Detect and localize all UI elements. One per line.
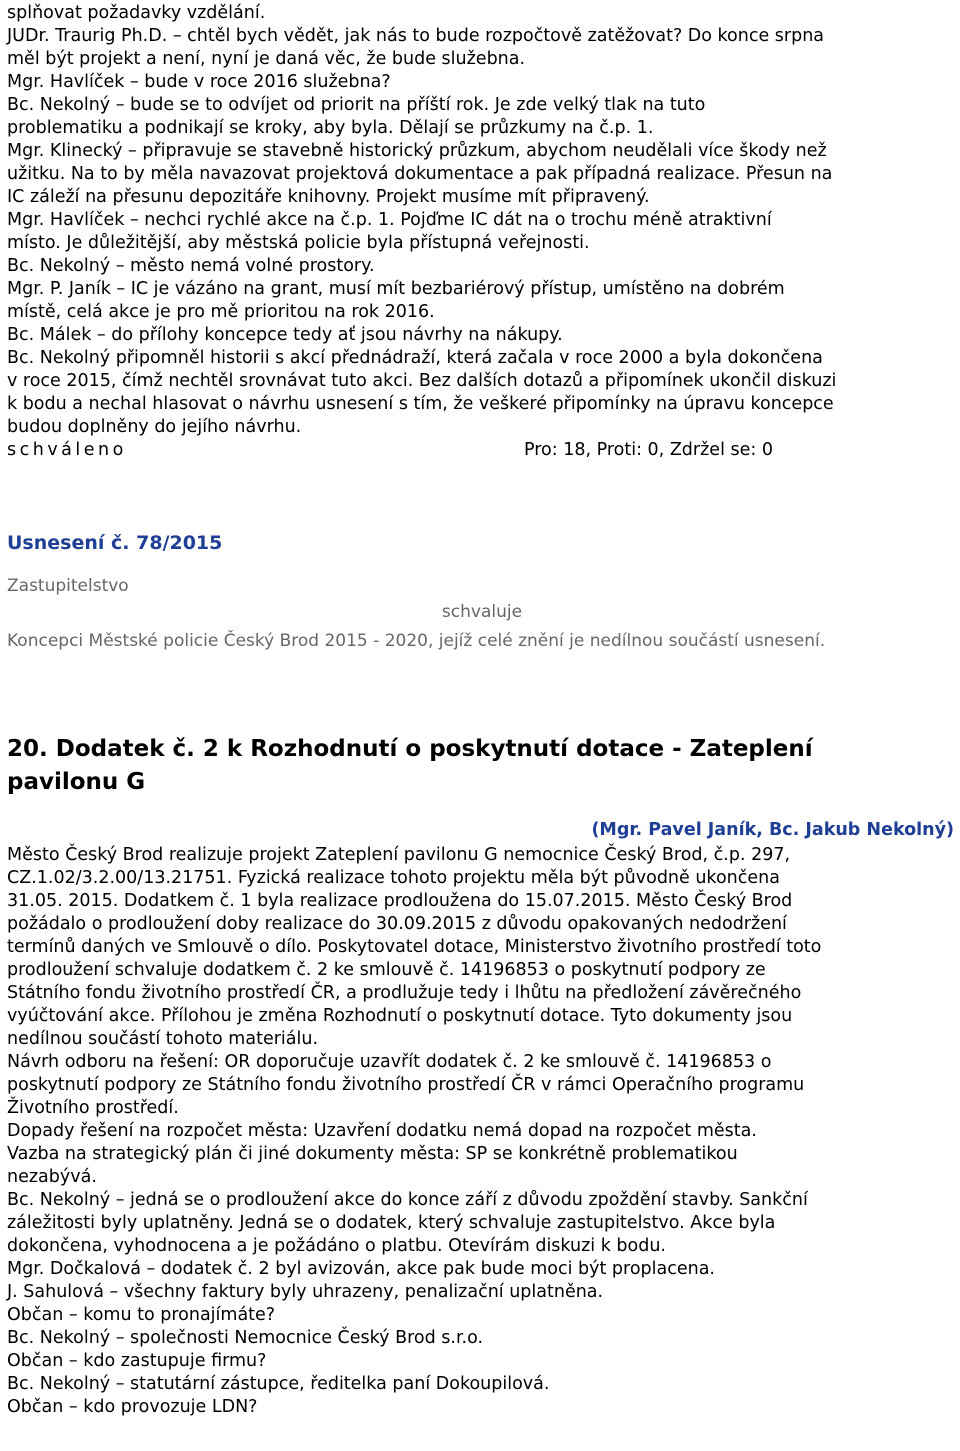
- text-line: Bc. Nekolný připomněl historii s akcí přednádraží, která začala v roce 2000 a byla dokončena: [7, 348, 823, 368]
- text-line: Bc. Nekolný – město nemá volné prostory.: [7, 256, 375, 276]
- text-line: Životního prostředí.: [7, 1098, 179, 1118]
- text-line: poskytnutí podpory ze Státního fondu životního prostředí ČR v rámci Operačního programu: [7, 1075, 805, 1095]
- text-line: k bodu a nechal hlasovat o návrhu usnesení s tím, že veškeré připomínky na úpravu koncepce: [7, 394, 834, 414]
- text-line: místo. Je důležitější, aby městská policie byla přístupná veřejnosti.: [7, 233, 590, 253]
- text-line: IC záleží na přesunu depozitáře knihovny. Projekt musíme mít připravený.: [7, 187, 650, 207]
- text-line: Mgr. Klinecký – připravuje se stavebně historický průzkum, abychom neudělali více škody než: [7, 141, 827, 161]
- text-line: 31.05. 2015. Dodatkem č. 1 byla realizace prodloužena do 15.07.2015. Město Český Brod: [7, 891, 793, 911]
- text-line: Bc. Nekolný – společnosti Nemocnice Český Brod s.r.o.: [7, 1328, 484, 1348]
- vote-result: Pro: 18, Proti: 0, Zdržel se: 0: [524, 440, 773, 460]
- text-line: termínů daných ve Smlouvě o dílo. Poskytovatel dotace, Ministerstvo životního prostředí toto: [7, 937, 822, 957]
- vote-label: schváleno: [7, 440, 127, 460]
- text-line: Občan – kdo provozuje LDN?: [7, 1397, 258, 1417]
- resolution-text: Koncepci Městské policie Český Brod 2015 - 2020, jejíž celé znění je nedílnou součástí usnesení.: [7, 631, 826, 651]
- text-line: Bc. Nekolný – jedná se o prodloužení akce do konce září z důvodu zpoždění stavby. Sankční: [7, 1190, 808, 1210]
- text-line: Návrh odboru na řešení: OR doporučuje uzavřít dodatek č. 2 ke smlouvě č. 14196853 o: [7, 1052, 772, 1072]
- text-line: užitku. Na to by měla navazovat projektová dokumentace a pak případná realizace. Přesun na: [7, 164, 833, 184]
- text-line: místě, celá akce je pro mě prioritou na rok 2016.: [7, 302, 435, 322]
- section-authors: (Mgr. Pavel Janík, Bc. Jakub Nekolný): [591, 820, 954, 840]
- resolution-title: Usnesení č. 78/2015: [7, 532, 223, 554]
- discussion-text-block: [7, 2, 836, 462]
- text-line: měl být projekt a není, nyní je daná věc, že bude služebna.: [7, 49, 526, 69]
- resolution-verb: schvaluje: [441, 602, 523, 622]
- text-line: Bc. Nekolný – bude se to odvíjet od priorit na příští rok. Je zde velký tlak na tuto: [7, 95, 706, 115]
- text-line: v roce 2015, čímž nechtěl srovnávat tuto akci. Bez dalších dotazů a připomínek ukončil diskuzi: [7, 371, 837, 391]
- text-line: J. Sahulová – všechny faktury byly uhrazeny, penalizační uplatněna.: [7, 1282, 604, 1302]
- text-line: prodloužení schvaluje dodatkem č. 2 ke smlouvě č. 14196853 o poskytnutí podpory ze: [7, 960, 766, 980]
- text-line: nezabývá.: [7, 1167, 97, 1187]
- text-line: Mgr. Havlíček – bude v roce 2016 služebna?: [7, 72, 391, 92]
- text-line: CZ.1.02/3.2.00/13.21751. Fyzická realizace tohoto projektu měla být původně ukončena: [7, 868, 780, 888]
- text-line: Mgr. Havlíček – nechci rychlé akce na č.p. 1. Pojďme IC dát na o trochu méně atraktivní: [7, 210, 772, 230]
- section-text-block: [7, 844, 955, 1419]
- text-line: Mgr. Dočkalová – dodatek č. 2 byl avizován, akce pak bude moci být proplacena.: [7, 1259, 715, 1279]
- text-line: Dopady řešení na rozpočet města: Uzavření dodatku nemá dopad na rozpočet města.: [7, 1121, 757, 1141]
- section-heading-line: pavilonu G: [7, 769, 146, 795]
- text-line: dokončena, vyhodnocena a je požádáno o platbu. Otevírám diskuzi k bodu.: [7, 1236, 666, 1256]
- vote-result-row: [7, 439, 836, 462]
- text-line: Občan – kdo zastupuje firmu?: [7, 1351, 267, 1371]
- text-line: Mgr. P. Janík – IC je vázáno na grant, musí mít bezbariérový přístup, umístěno na dobrém: [7, 279, 785, 299]
- text-line: budou doplněny do jejího návrhu.: [7, 417, 302, 437]
- section-heading-line: 20. Dodatek č. 2 k Rozhodnutí o poskytnutí dotace - Zateplení: [7, 736, 813, 762]
- text-line: splňovat požadavky vzdělání.: [7, 3, 266, 23]
- text-line: záležitosti byly uplatněny. Jedná se o dodatek, který schvaluje zastupitelstvo. Akce byla: [7, 1213, 776, 1233]
- text-line: Vazba na strategický plán či jiné dokumenty města: SP se konkrétně problematikou: [7, 1144, 738, 1164]
- text-line: Občan – komu to pronajímáte?: [7, 1305, 276, 1325]
- text-line: JUDr. Traurig Ph.D. – chtěl bych vědět, jak nás to bude rozpočtově zatěžovat? Do konce srpna: [7, 26, 825, 46]
- text-line: problematiku a podnikají se kroky, aby byla. Dělají se průzkumy na č.p. 1.: [7, 118, 654, 138]
- text-line: nedílnou součástí tohoto materiálu.: [7, 1029, 319, 1049]
- text-line: Bc. Nekolný – statutární zástupce, ředitelka paní Dokoupilová.: [7, 1374, 550, 1394]
- text-line: požádalo o prodloužení doby realizace do 30.09.2015 z důvodu opakovaných nedodržení: [7, 914, 787, 934]
- text-line: vyúčtování akce. Přílohou je změna Rozhodnutí o poskytnutí dotace. Tyto dokumenty jsou: [7, 1006, 793, 1026]
- text-line: Bc. Málek – do přílohy koncepce tedy ať jsou návrhy na nákupy.: [7, 325, 563, 345]
- text-line: Město Český Brod realizuje projekt Zateplení pavilonu G nemocnice Český Brod, č.p. 297,: [7, 845, 791, 865]
- section-heading: [7, 733, 947, 799]
- text-line: Státního fondu životního prostředí ČR, a prodlužuje tedy i lhůtu na předložení závěrečného: [7, 983, 802, 1003]
- resolution-body: Zastupitelstvo: [7, 576, 129, 596]
